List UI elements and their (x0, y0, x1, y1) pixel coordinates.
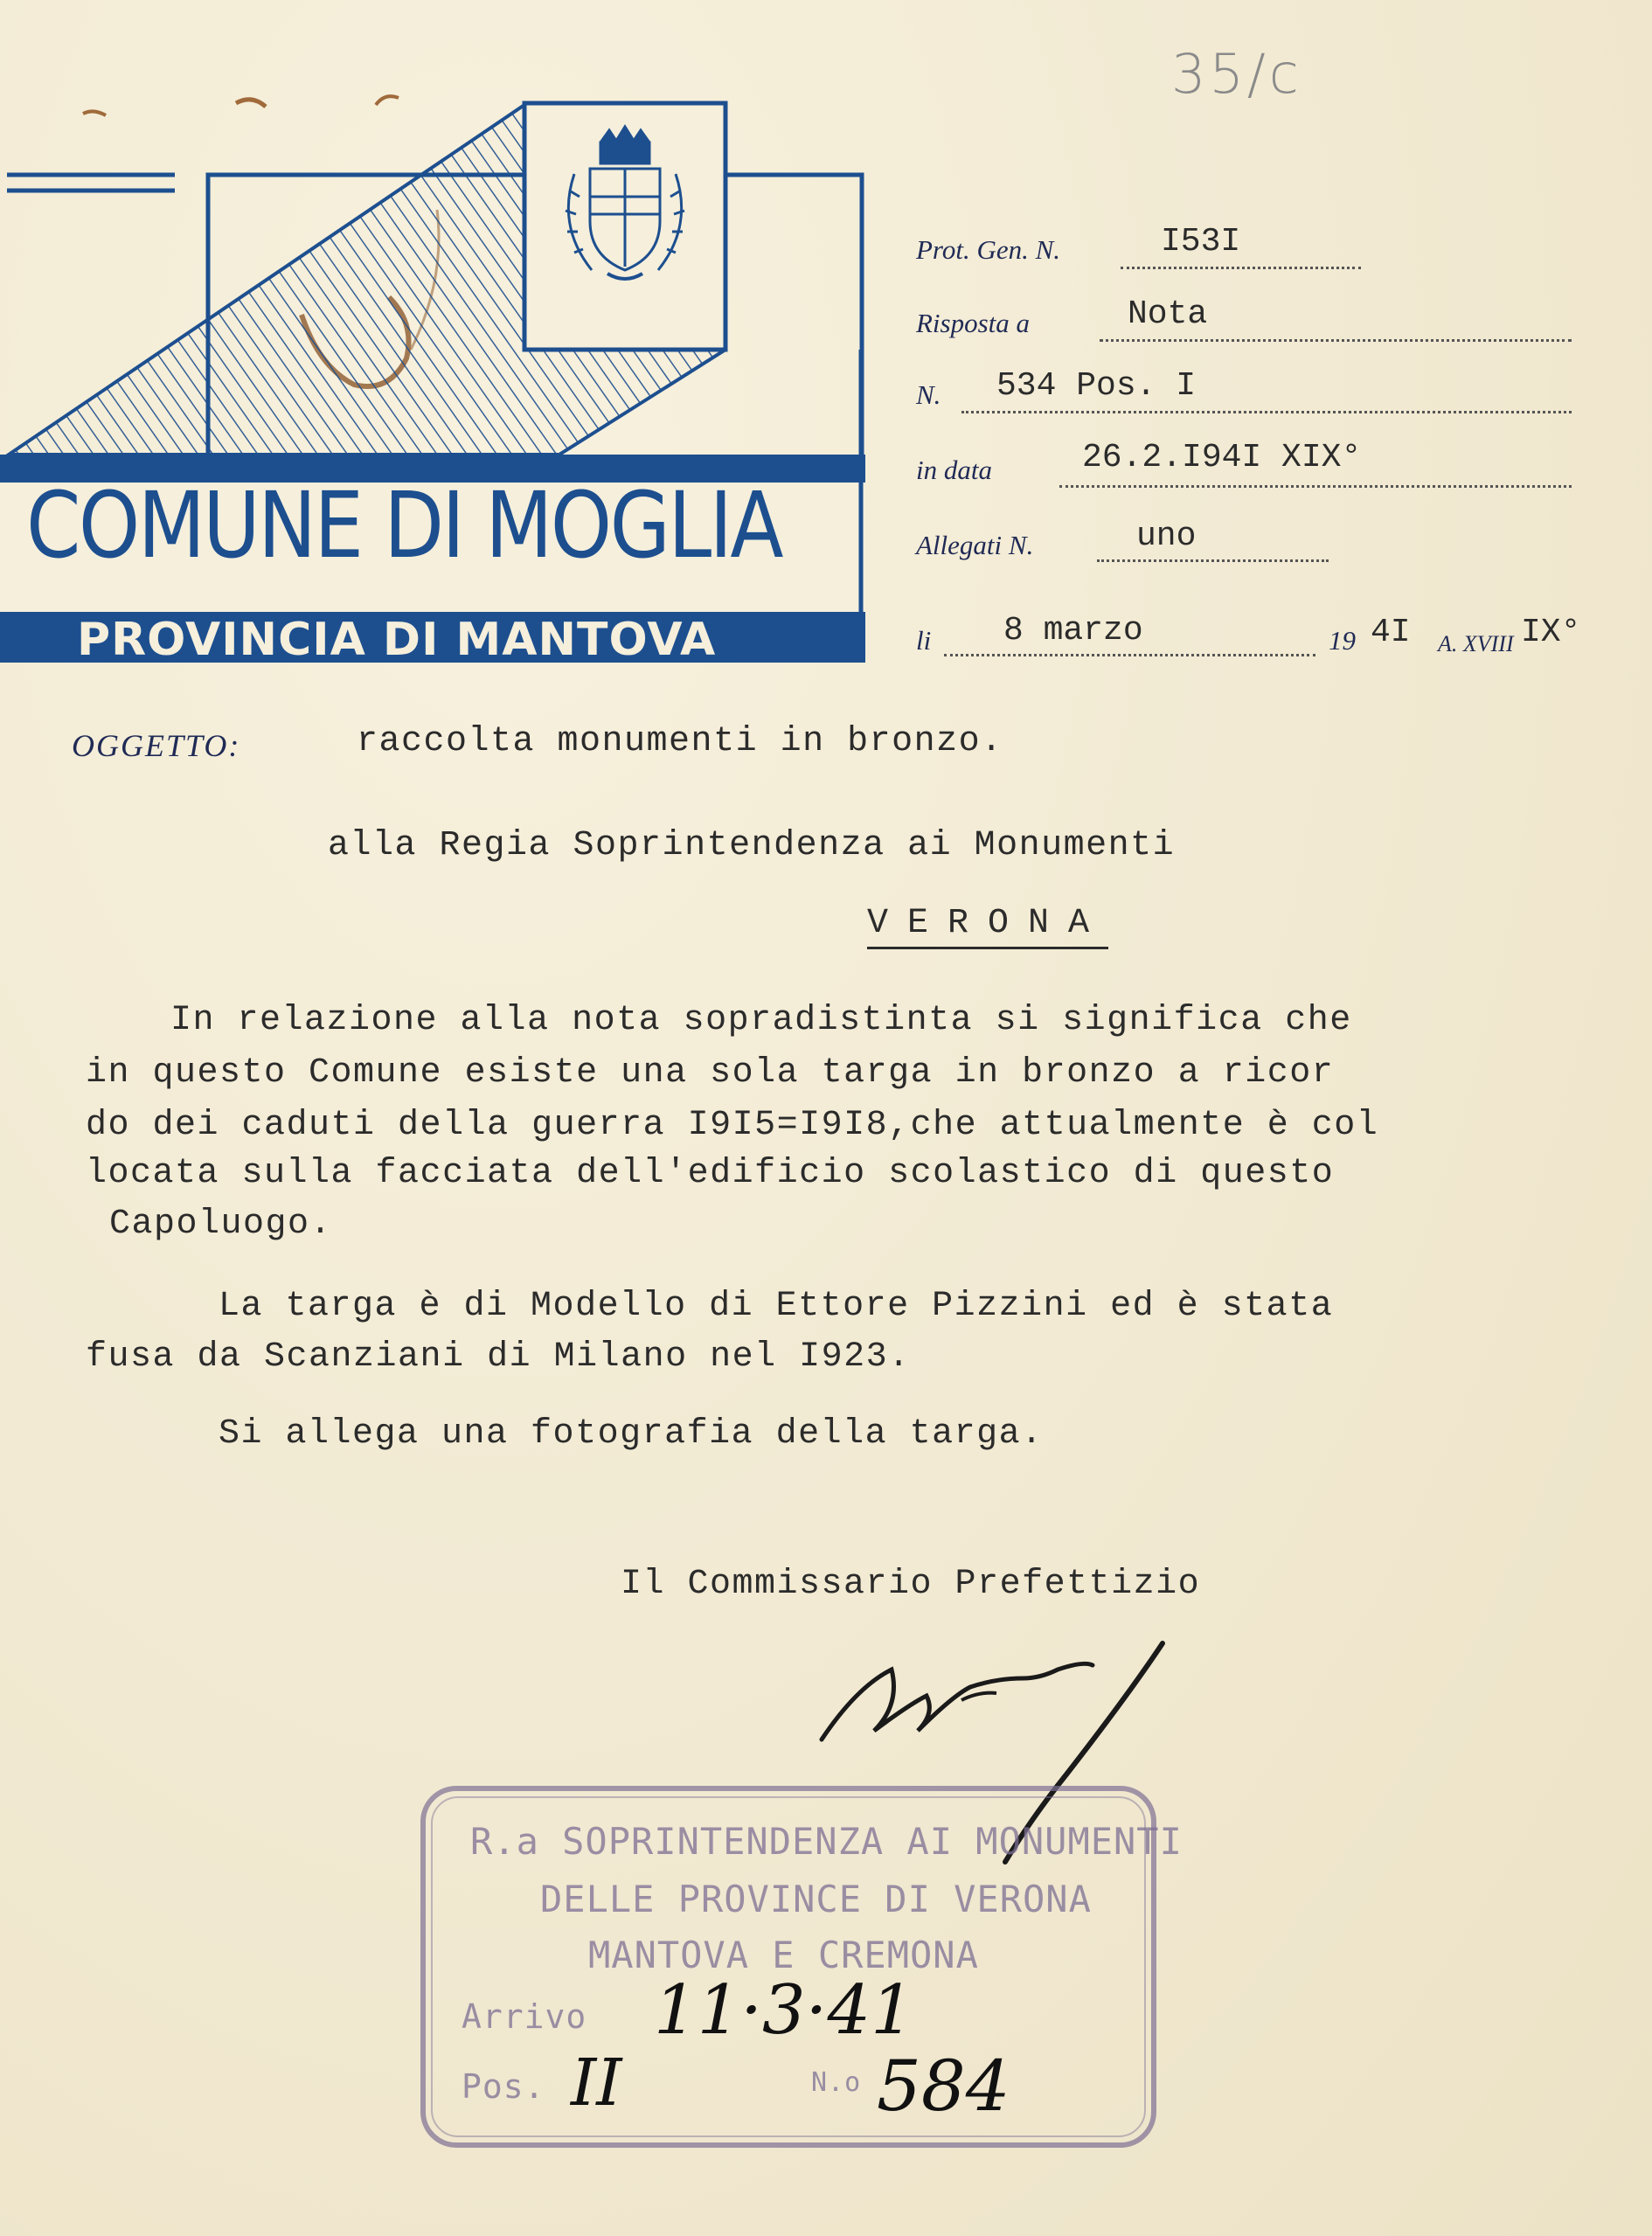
oggetto-label: OGGETTO: (72, 728, 241, 763)
stamp-line-2: DELLE PROVINCE DI VERONA (540, 1878, 1092, 1920)
stamp-num-value: 584 (877, 2045, 1010, 2127)
era-value: IX° (1521, 614, 1581, 651)
stamp-pos-value: II (571, 2045, 622, 2121)
stamp-arrivo-date: 11·3·41 (654, 1971, 914, 2050)
n-value: 534 Pos. I (996, 367, 1197, 405)
provincia-name: PROVINCIA DI MANTOVA (77, 614, 717, 666)
data-value: 26.2.I94I XIX° (1082, 439, 1362, 476)
year-prefix: 19 (1329, 625, 1356, 656)
data-dotted-line (1059, 485, 1572, 488)
receipt-stamp (418, 1783, 1183, 2150)
prot-value: I53I (1161, 223, 1241, 260)
stamp-num-label: N.o (811, 2067, 862, 2098)
recipient-line: alla Regia Soprintendenza ai Monumenti (328, 826, 1176, 865)
n-dotted-line (961, 411, 1572, 413)
body-line: Capoluogo. (109, 1205, 333, 1244)
stamp-arrivo-label: Arrivo (462, 1997, 587, 2036)
prot-dotted-line (1121, 267, 1361, 269)
allegati-dotted-line (1097, 559, 1329, 562)
data-label: in data (916, 455, 992, 485)
prot-label: Prot. Gen. N. (916, 234, 1061, 265)
year-suffix: A. XVIII (1438, 631, 1514, 656)
signatory-title: Il Commissario Prefettizio (621, 1565, 1201, 1604)
oggetto-value: raccolta monumenti in bronzo. (357, 722, 1003, 761)
pencil-archive-note: 35/c (1171, 42, 1302, 106)
body-line: locata sulla facciata dell'edificio scolastico di questo (86, 1154, 1335, 1193)
body-line: In relazione alla nota sopradistinta si significa che (170, 1001, 1352, 1040)
body-line: in questo Comune esiste una sola targa in bronzo a ricor (86, 1053, 1335, 1093)
body-line: do dei caduti della guerra I9I5=I9I8,che attualmente è col (86, 1106, 1379, 1145)
risposta-value: Nota (1128, 295, 1208, 333)
n-label: N. (916, 379, 941, 410)
li-dotted-line (944, 654, 1315, 656)
stamp-pos-label: Pos. (462, 2067, 545, 2106)
body-line: La targa è di Modello di Ettore Pizzini ed è stata (219, 1287, 1334, 1326)
stamp-line-1: R.a SOPRINTENDENZA AI MONUMENTI (470, 1820, 1183, 1863)
risposta-label: Risposta a (916, 308, 1031, 338)
allegati-label: Allegati N. (916, 530, 1034, 560)
body-line: fusa da Scanziani di Milano nel I923. (86, 1337, 911, 1377)
letterhead (0, 87, 865, 664)
comune-name: COMUNE DI MOGLIA (26, 472, 782, 579)
stamp-line-3: MANTOVA E CREMONA (588, 1934, 979, 1976)
li-value: 8 marzo (1003, 612, 1143, 649)
allegati-value: uno (1136, 517, 1197, 555)
body-line: Si allega una fotografia della targa. (219, 1414, 1044, 1454)
risposta-dotted-line (1100, 339, 1572, 342)
year-value: 4I (1371, 614, 1411, 651)
li-label: li (916, 625, 932, 656)
recipient-city: VERONA (867, 904, 1108, 949)
